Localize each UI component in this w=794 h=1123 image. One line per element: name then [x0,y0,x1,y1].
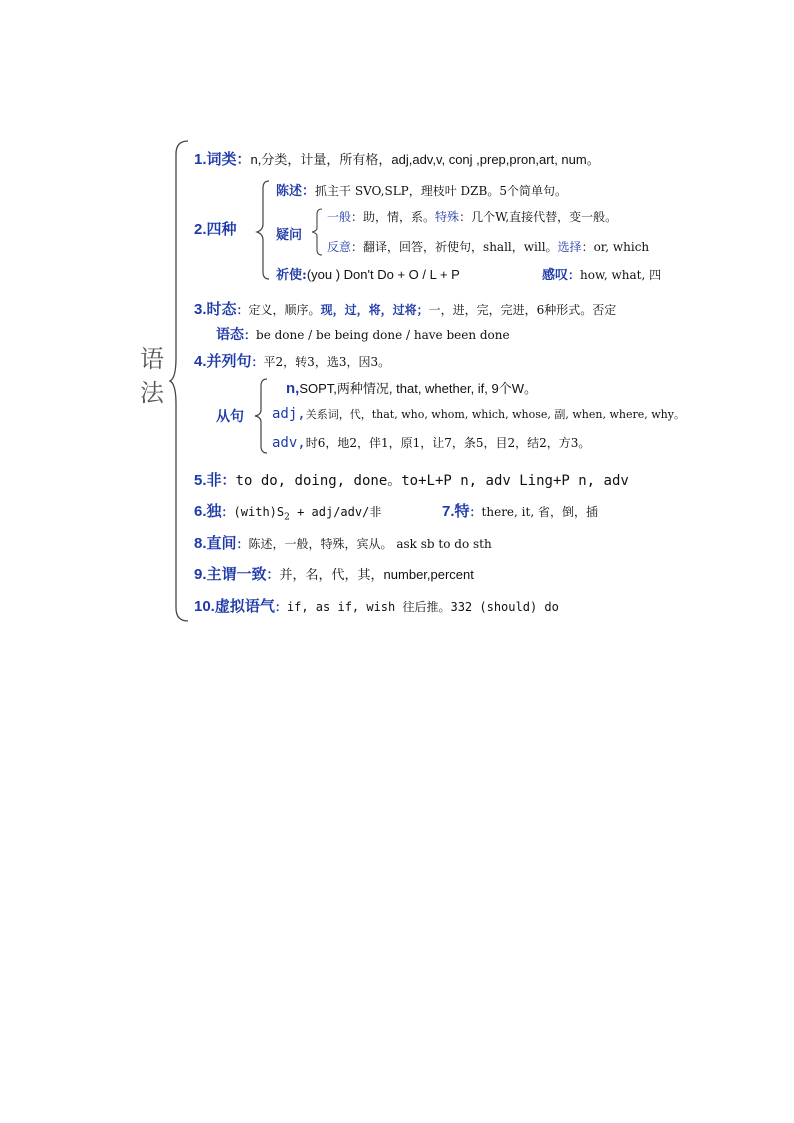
clause-brace [255,378,269,454]
sentence-types-brace [257,180,271,280]
item-6: 6.独：$(with)S_2 + adj/adv/$非 [194,502,382,523]
item-1: 1.词类：n,分类，计量，所有格，adj,adv,v, conj ,prep,pron,art, num。 [194,150,600,168]
tag-question-line: 反意：翻译，回答，祈使句，shall，will。选择：or, which [327,240,650,254]
interrogative-brace [312,208,324,256]
item-4: 4.并列句：平2，转3，选3，因3。 [194,352,391,370]
main-brace [170,140,190,622]
noun-clause-line: n,SOPT,两种情况, that, whether, if, 9个W。 [286,380,538,397]
exclamatory-line: 感叹：how, what, 四 [542,268,662,283]
adjective-clause-line: adj,关系词，代，that, who, whom, which, whose, 副, when, where, why。 [272,406,685,422]
item-10: 10.虚拟语气：if, as if, wish 往后推。332 (should) do [194,597,559,615]
general-question-line: 一般：助，情，系。特殊：几个W,直接代替，变一般。 [327,210,618,224]
item-2: 2.四种 [194,220,237,238]
declarative-line: 陈述：抓主干 SVO,SLP，理枝叶 DZB。5个简单句。 [276,184,567,199]
adverbial-clause-line: adv,时6，地2，伴1，原1，让7，条5，目2，结2，方3。 [272,435,591,451]
imperative-line: 祈使:(you ) Don't Do + O / L + P [276,267,460,283]
grammar-title: 语 法 [140,345,166,407]
interrogative-label: 疑问 [276,228,303,243]
item-5: 5.非：to do, doing, done。to+L+P n, adv Ling+P n, adv [194,471,629,489]
clause-label: 从句 [216,409,244,425]
item-3: 3.时态：定义，顺序。现，过，将，过将；一，进，完，完进，6种形式。否定 [194,300,617,318]
item-9: 9.主谓一致：并，名，代，其，number,percent [194,565,474,583]
item-7: 7.特：there, it, 省，倒，插 [442,502,598,520]
item-8: 8.直间：陈述，一般，特殊，宾从。 ask sb to do sth [194,534,492,552]
voice-line: 语态：be done / be being done / have been done [216,327,510,343]
